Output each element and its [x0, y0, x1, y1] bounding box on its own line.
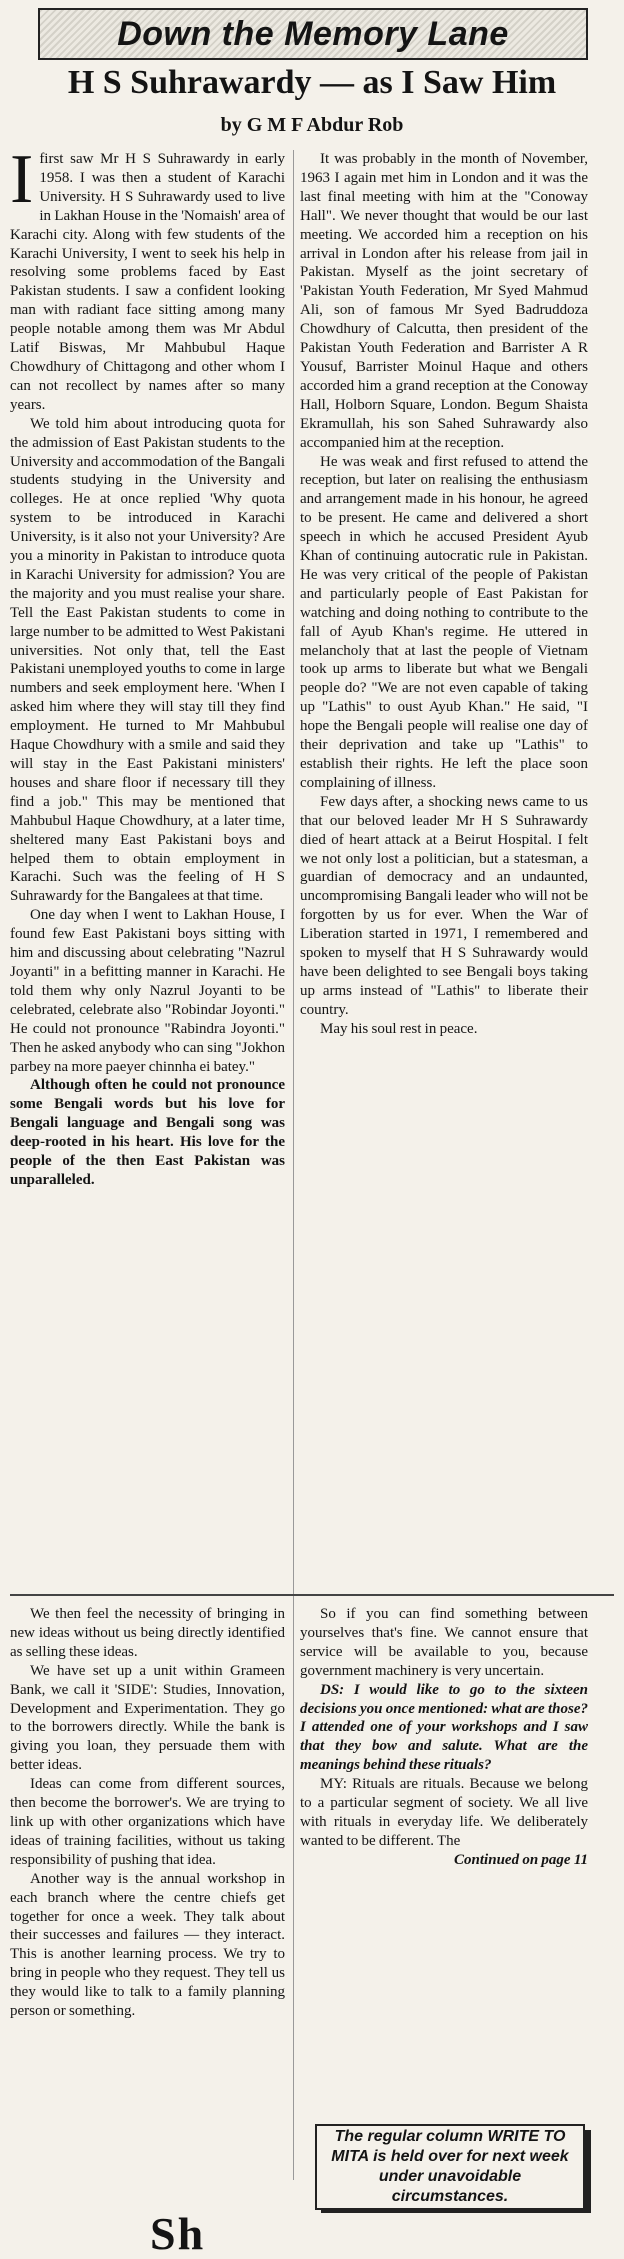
article-title: H S Suhrawardy — as I Saw Him: [67, 64, 557, 101]
article-closing: May his soul rest in peace.: [320, 1020, 478, 1037]
section-divider: [10, 1594, 614, 1596]
interview-paragraph: We have set up a unit within Grameen Bank, we call it 'SIDE': Studies, Innovation, Development and Experimentation. They go to the borrowers directly. While the bank is giving you loan, they persuade them with better ideas.: [10, 1662, 285, 1774]
column-divider: [293, 150, 294, 2180]
next-headline-fragment: Sh: [0, 2213, 624, 2229]
continued-note: Continued on page 11: [454, 1851, 588, 1868]
article-paragraph: We told him about introducing quota for the admission of East Pakistan students to the University and accommodation of the Bangali students studying in the University and colleges. He at once replied 'Why quota system to be introduced in Karachi University, is it also not your University? Are you a minority in Pakistan to introduce quota in Karachi University for admission? You are the majority and you must realise your share. Tell the East Pakistan students to come in large number to be admitted to West Pakistani universities. Not only that, tell the East Pakistani unemployed youths to come in large numbers and seek employment here. 'When I asked him where they will stay till they find employment. He turned to Mr Mahbubul Haque Chowdhury with a smile and said they will stay in the East Pakistani ministers' houses and share floor if necessary till they find a job." This may be mentioned that Mahbubul Haque Chowdhury, at a later time, sheltered many East Pakistani boys and helped them to obtain employment in Karachi. Such was the feeling of H S Suhrawardy for the Bangalees at that time.: [10, 415, 285, 905]
interview-paragraph: Another way is the annual workshop in each branch where the centre chiefs get together for once a week. They talk about their successes and failures — they interact. This is another learning process. We try to bring in people who they request. They tell us they would like to talk to a family planning person or something.: [10, 1870, 285, 2020]
interview-paragraph: So if you can find something between yourselves that's fine. We cannot ensure that service will be available to you, because government machinery is very uncertain.: [300, 1606, 588, 1679]
banner-text: Down the Memory Lane: [117, 14, 509, 53]
article-paragraph: Few days after, a shocking news came to us that our beloved leader Mr H S Suhrawardy died of heart attack at a Beirut Hospital. I felt we not only lost a politician, but a statesman, a guardian of democracy and an undaunted, uncompromising Bangali leader who will not be forgotten by us for ever. When the War of Liberation started in 1971, I remembered and spoken to myself that H S Suhrawardy would have been delighted to see Bengali boys taking up arms instead of "Lathis" to liberate their country.: [300, 793, 588, 1018]
article-byline: by G M F Abdur Rob: [220, 114, 404, 136]
interview-answer: MY: Rituals are rituals. Because we belong to a particular segment of society. We all live with rituals in everyday life. We deliberately wanted to be different. The: [300, 1776, 588, 1849]
interview-column-2: [300, 1605, 588, 2105]
interview-paragraph: Ideas can come from different sources, then become the borrower's. We are trying to link up with other organizations which have ideas of training facilities, without us taking responsibility of pushing that idea.: [10, 1776, 285, 1868]
section-banner: [38, 8, 588, 60]
drop-cap: I: [10, 141, 34, 218]
article-paragraph: It was probably in the month of November, 1963 I again met him in London and it was the last final meeting with him at the "Conoway Hall". We never thought that would be our last meeting. We accorded him a reception on his arrival in London after his release from jail in Pakistan. Myself as the joint secretary of 'Pakistan Youth Federation, Mr Syed Mahmud Ali, son of famous Mr Syed Badruddoza Chowdhury of Calcutta, then president of the Pakistan Youth Federation and Barrister A R Yousuf, Barrister Moinul Haque and others accorded him a grand reception at the Conoway Hall, Holborn Square, London. Begum Shaista Ekramullah, his son Sahed Suhrawardy also accompanied him at the reception.: [300, 151, 588, 451]
interview-column-1: [10, 1605, 285, 2223]
article-paragraph: Although often he could not pronounce some Bengali words but his love for Bengali language and Bengali song was deep-rooted in his heart. His love for the people of the then East Pakistan was unparalleled.: [10, 1077, 285, 1188]
interview-paragraph: We then feel the necessity of bringing in new ideas without us being directly identified as selling these ideas.: [10, 1606, 285, 1660]
interview-question: DS: I would like to go to the sixteen decisions you once mentioned: what are those? I attended one of your workshops and I saw that they bow and salute. What are the meanings behind these rituals?: [300, 1681, 588, 1774]
article-paragraph: He was weak and first refused to attend the reception, but later on realising the enthusiasm and arrangement made in his honour, he agreed to be present. He came and delivered a short speech in which he accused President Ayub Khan of continuing autocratic rule in Pakistan. He was very critical of the people of Pakistan and particularly people of East Pakistan for watching and doing nothing to contribute to the fall of Ayub Khan's regime. He uttered in melancholy that at last the people of Vietnam took up arms to liberate but what we Bengali people do? "We are not even capable of taking up "Lathis" to oust Ayub Khan." He said, "I hope the Bengali people will realise one day of their deprivation and take up "Lathis" to establish their rights. He left the place soon complaining of illness.: [300, 453, 588, 791]
article-column-1: [10, 141, 285, 1552]
article-paragraph: Ifirst saw Mr H S Suhrawardy in early 1958. I was then a student of Karachi University. H S Suhrawardy used to live in Lakhan House in the 'Nomaish' area of Karachi city. Along with few students of the Karachi University, I went to seek his help in resolving some problems faced by East Pakistan students. I saw a confident looking man with radiant face sitting among many people notable among them was Mr Abdul Latif Biswas, Mr Mahbubul Haque Chowdhury of Chittagong and other whom I can not recollect by names after so many years.: [10, 141, 285, 413]
article-paragraph: One day when I went to Lakhan House, I found few East Pakistani boys sitting with him and discussing about celebrating "Nazrul Joyanti" in a befitting manner in Karachi. He told them why only Nazrul Joyanti to be celebrated, celebrate also "Robindar Joyonti." He could not pronounce "Rabindra Joyonti." Then he asked anybody who can sing "Jokhon parbey na more paeyer chinnha ei batey.": [10, 907, 285, 1075]
column-notice-box: The regular column WRITE TO MITA is held over for next week under unavoidable circumstances.: [315, 2124, 585, 2210]
article-column-2: [300, 150, 588, 1590]
